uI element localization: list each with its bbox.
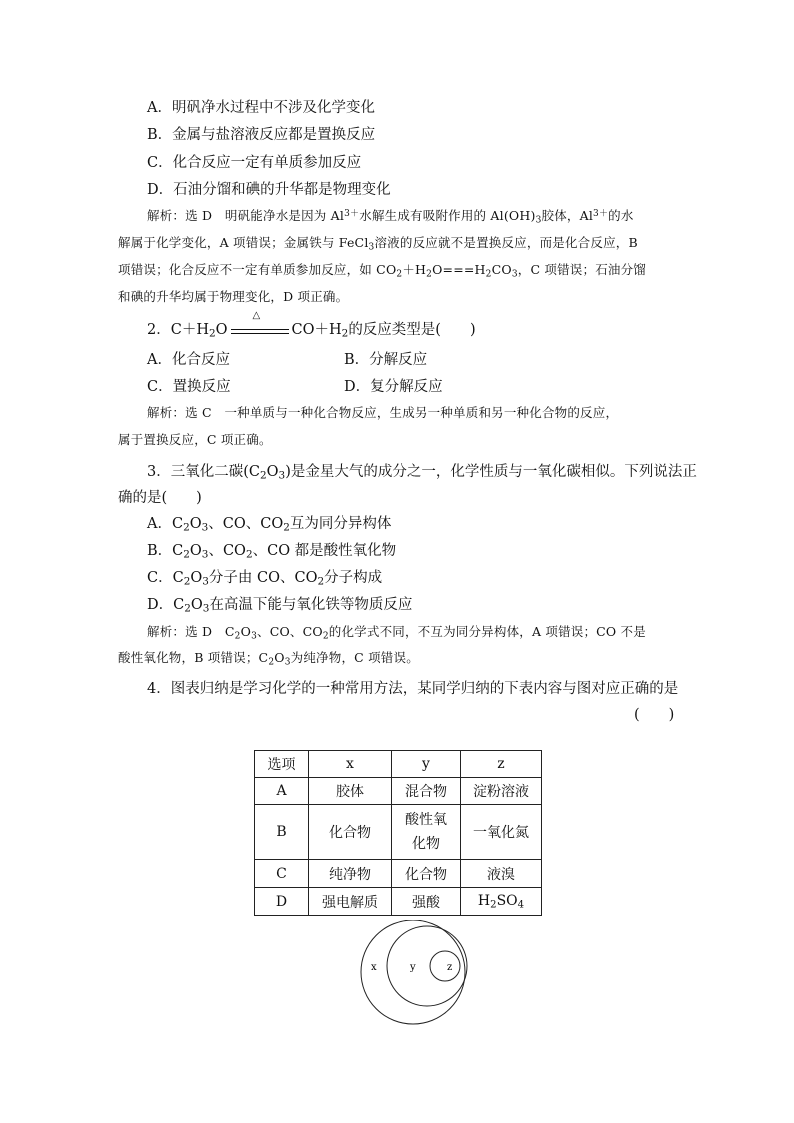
q4-table [254,750,542,916]
table-cell: 酸性氧 化物 [392,805,461,860]
q1-explanation-line1: 解析：选 D 明矾能净水是因为 $Al^{3+}$水解生成有吸附作用的 $Al(OH)_3$胶体，$Al^{3+}$的水 [147,208,634,226]
table-cell: 强电解质 [309,888,392,916]
table-cell: $H_2SO_4$ [461,888,542,916]
table-header-cell: z [461,751,542,778]
table-cell: C [255,860,309,888]
q1-option-d: D．石油分馏和碘的升华都是物理变化 [147,182,391,198]
venn-label-x: x [371,962,377,973]
q1-explanation-line4: 和碘的升华均属于物理变化，D 项正确。 [118,289,349,304]
table-cell: 胶体 [309,778,392,805]
q3-stem-line2: 确的是( ) [118,490,202,506]
q1-option-a: A．明矾净水过程中不涉及化学变化 [147,100,375,116]
q2-stem: 2．$C+H_2O$ △ $CO+H_2$的反应类型是( ) [147,310,476,340]
table-header-row [255,751,542,778]
q1-explanation-line2: 解属于化学变化，A 项错误；金属铁与 FeCl$_3$溶液的反应就不是置换反应，而是化合反应，B [118,235,638,253]
table-cell: 化合物 [392,860,461,888]
table-cell: 淀粉溶液 [461,778,542,805]
q3-option-a: A．$C_2O_3$、CO、$CO_2$互为同分异构体 [147,516,392,534]
q3-option-b: B．$C_2O_3$、$CO_2$、CO 都是酸性氧化物 [147,543,397,561]
q1-explanation-line3: 项错误；化合反应不一定有单质参加反应，如 $CO_2+H_2O===H_2CO_3$，C 项错误；石油分馏 [118,262,646,280]
q2-option-c: C．置换反应 [147,379,231,395]
q2-option-d: D．复分解反应 [344,379,443,395]
table-header-cell: 选项 [255,751,309,778]
venn-circle-z [430,951,460,981]
venn-label-z: z [447,962,453,973]
table-row [255,888,542,916]
table-cell: 一氧化氮 [461,805,542,860]
q3-option-d: D．$C_2O_3$在高温下能与氧化铁等物质反应 [147,597,413,615]
table-cell: 液溴 [461,860,542,888]
q1-option-b: B．金属与盐溶液反应都是置换反应 [147,127,376,143]
q3-explanation-line2: 酸性氧化物，B 项错误；$C_2O_3$为纯净物，C 项错误。 [118,650,419,668]
table-cell: D [255,888,309,916]
venn-diagram [355,920,485,1030]
table-cell: 混合物 [392,778,461,805]
q3-explanation-line1: 解析：选 D $C_2O_3$、CO、$CO_2$的化学式不同，不互为同分异构体，A 项错误；CO 不是 [147,624,646,642]
table-header-cell: y [392,751,461,778]
q3-option-c: C．$C_2O_3$分子由 CO、$CO_2$分子构成 [147,570,383,588]
table-cell: 纯净物 [309,860,392,888]
table-cell: A [255,778,309,805]
table-header-cell: x [309,751,392,778]
q3-stem-line1: 3．三氧化二碳$(C_2O_3)$是金星大气的成分之一，化学性质与一氧化碳相似。下列说法正 [147,464,697,482]
q1-option-c: C．化合反应一定有单质参加反应 [147,155,362,171]
q2-option-a: A．化合反应 [147,352,230,368]
table-row [255,778,542,805]
venn-circle-y [387,926,467,1006]
table-cell: 强酸 [392,888,461,916]
table-row [255,860,542,888]
q4-answer-paren: ( ) [634,707,675,723]
q2-explanation-line2: 属于置换反应，C 项正确。 [118,432,272,447]
table-cell: B [255,805,309,860]
table-cell: 化合物 [309,805,392,860]
venn-label-y: y [410,962,416,973]
table-row [255,805,542,860]
q4-stem: 4．图表归纳是学习化学的一种常用方法，某同学归纳的下表内容与图对应正确的是 [147,681,679,697]
q2-explanation-line1: 解析：选 C 一种单质与一种化合物反应，生成另一种单质和另一种化合物的反应， [147,405,619,420]
heat-triangle-icon: △ [252,310,261,321]
q2-option-b: B．分解反应 [344,352,428,368]
heat-equals-sign [231,310,289,334]
